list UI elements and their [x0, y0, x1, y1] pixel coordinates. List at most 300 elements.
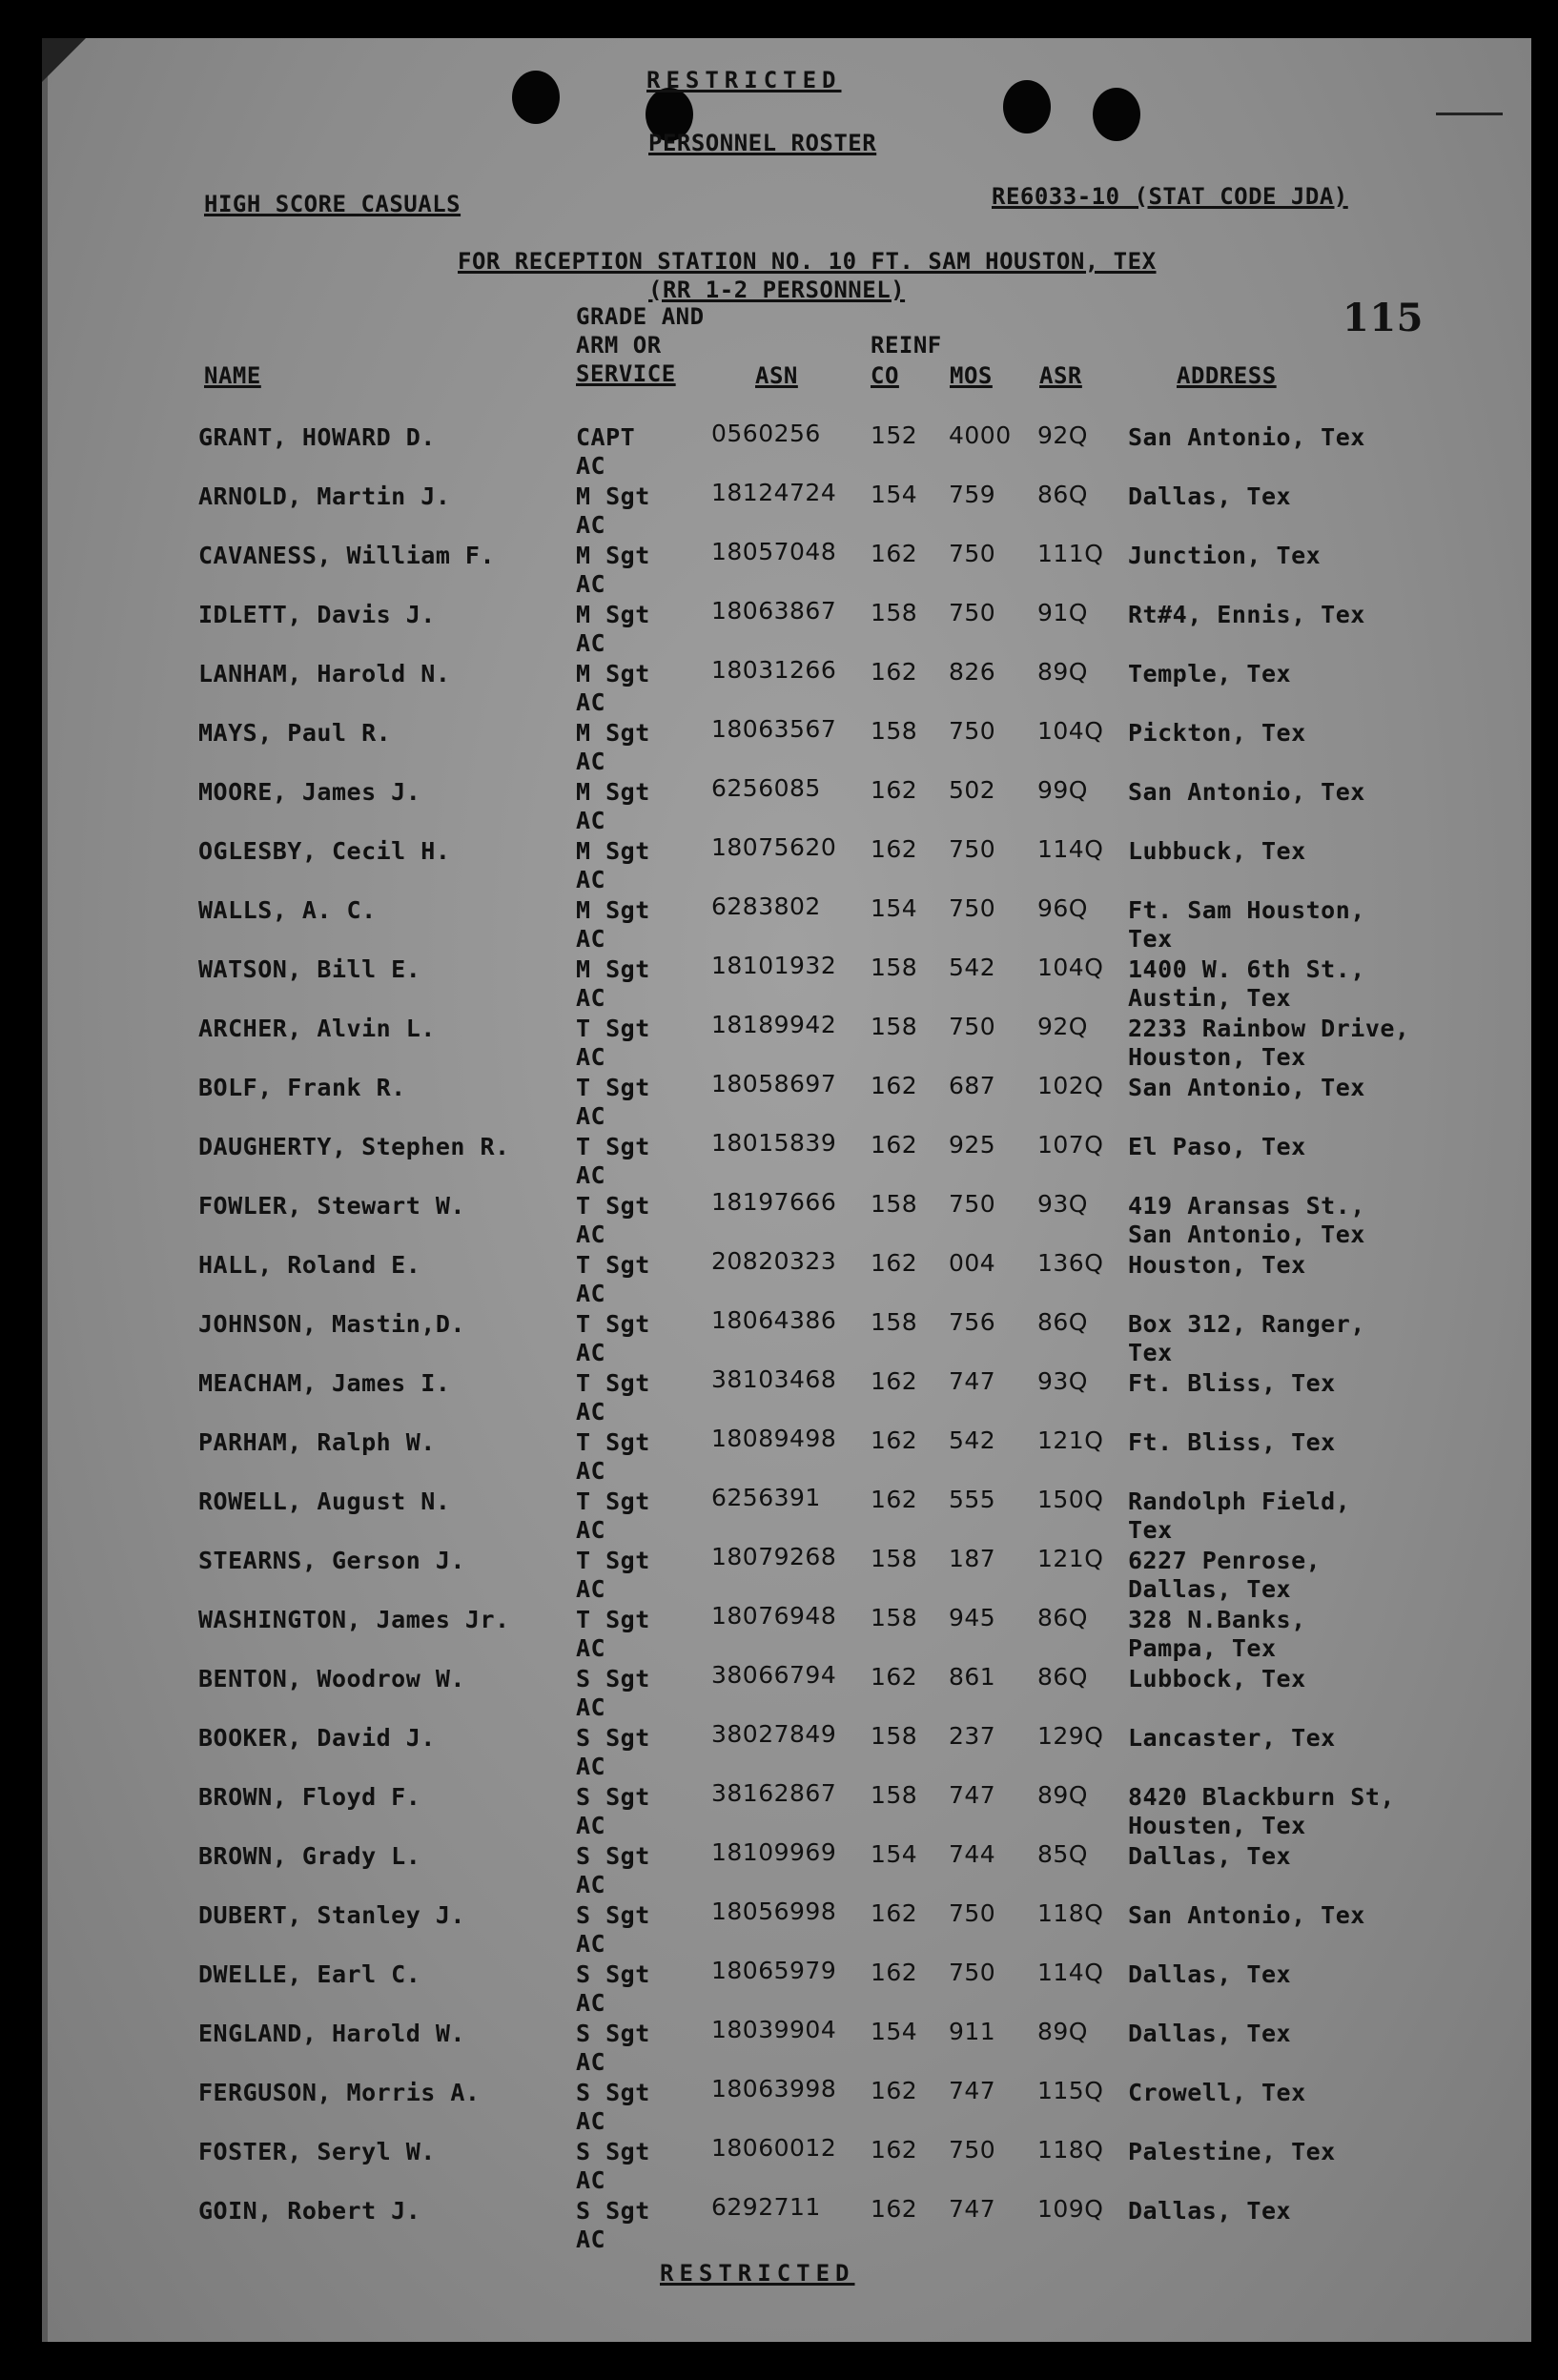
grade: M Sgt [576, 896, 650, 924]
reinf-co: 152 [871, 421, 918, 449]
asn-number: 18056998 [711, 1898, 837, 1925]
mos-code: 750 [949, 2136, 996, 2164]
asr-score: 85Q [1037, 1840, 1088, 1868]
mos-code: 759 [949, 481, 996, 508]
station-line: FOR RECEPTION STATION NO. 10 FT. SAM HOUSTON, TEX [458, 248, 1157, 275]
arm-service: AC [576, 2048, 606, 2076]
mos-code: 750 [949, 599, 996, 626]
mos-code: 750 [949, 717, 996, 745]
asn-number: 18101932 [711, 952, 837, 979]
table-row [48, 715, 1531, 778]
address-line-1: San Antonio, Tex [1128, 778, 1365, 806]
person-name: IDLETT, Davis J. [198, 601, 436, 628]
grade: S Sgt [576, 1724, 650, 1752]
col-reinf: REINF [871, 332, 942, 359]
asn-number: 18039904 [711, 2016, 837, 2043]
asr-score: 114Q [1037, 1959, 1104, 1986]
person-name: MEACHAM, James I. [198, 1369, 451, 1397]
margin-dash [1436, 113, 1503, 115]
address-line-1: Crowell, Tex [1128, 2079, 1306, 2106]
grade: S Sgt [576, 1842, 650, 1870]
asr-score: 96Q [1037, 894, 1088, 922]
reinf-co: 158 [871, 1604, 918, 1631]
table-row [48, 1070, 1531, 1133]
table-row [48, 1602, 1531, 1665]
mos-code: 826 [949, 658, 996, 686]
mos-code: 747 [949, 2077, 996, 2104]
arm-service: AC [576, 1516, 606, 1544]
asn-number: 0560256 [711, 420, 821, 447]
address-line-1: Ft. Bliss, Tex [1128, 1369, 1336, 1397]
table-row [48, 833, 1531, 896]
person-name: BOLF, Frank R. [198, 1074, 406, 1101]
asr-score: 86Q [1037, 1663, 1088, 1691]
mos-code: 925 [949, 1131, 996, 1159]
arm-service: AC [576, 984, 606, 1012]
address-line-1: Houston, Tex [1128, 1251, 1306, 1279]
address-line-1: Pickton, Tex [1128, 719, 1306, 747]
asn-number: 18076948 [711, 1602, 837, 1630]
address-line-2: Tex [1128, 1339, 1173, 1366]
asr-score: 91Q [1037, 599, 1088, 626]
mos-code: 004 [949, 1249, 996, 1277]
address-line-2: Dallas, Tex [1128, 1575, 1292, 1603]
arm-service: AC [576, 1871, 606, 1898]
asn-number: 18075620 [711, 833, 837, 861]
reinf-co: 162 [871, 1249, 918, 1277]
reinf-co: 162 [871, 2195, 918, 2223]
grade: T Sgt [576, 1074, 650, 1101]
grade: S Sgt [576, 2079, 650, 2106]
grade: T Sgt [576, 1192, 650, 1220]
asr-score: 136Q [1037, 1249, 1104, 1277]
person-name: WASHINGTON, James Jr. [198, 1606, 510, 1633]
grade: M Sgt [576, 601, 650, 628]
mos-code: 4000 [949, 421, 1012, 449]
grade: T Sgt [576, 1369, 650, 1397]
arm-service: AC [576, 1161, 606, 1189]
grade: T Sgt [576, 1251, 650, 1279]
mos-code: 744 [949, 1840, 996, 1868]
asn-number: 18057048 [711, 538, 837, 565]
grade: M Sgt [576, 778, 650, 806]
mos-code: 542 [949, 1426, 996, 1454]
arm-service: AC [576, 1457, 606, 1485]
address-line-1: Dallas, Tex [1128, 2020, 1292, 2047]
reinf-co: 162 [871, 776, 918, 804]
person-name: ARNOLD, Martin J. [198, 482, 451, 510]
asr-score: 121Q [1037, 1545, 1104, 1572]
address-line-2: Pampa, Tex [1128, 1634, 1277, 1662]
person-name: STEARNS, Gerson J. [198, 1547, 465, 1574]
arm-service: AC [576, 2226, 606, 2253]
table-row [48, 1247, 1531, 1310]
asr-score: 118Q [1037, 2136, 1104, 2164]
asn-number: 18063567 [711, 715, 837, 743]
table-row [48, 1957, 1531, 2020]
asr-score: 89Q [1037, 2018, 1088, 2045]
asr-score: 121Q [1037, 1426, 1104, 1454]
arm-service: AC [576, 452, 606, 480]
grade: T Sgt [576, 1310, 650, 1338]
arm-service: AC [576, 925, 606, 953]
address-line-1: San Antonio, Tex [1128, 1074, 1365, 1101]
reinf-co: 162 [871, 1486, 918, 1513]
col-grade-3: SERVICE [576, 360, 676, 387]
arm-service: AC [576, 1339, 606, 1366]
address-line-1: Dallas, Tex [1128, 1842, 1292, 1870]
asn-number: 18079268 [711, 1543, 837, 1570]
asr-score: 118Q [1037, 1899, 1104, 1927]
table-row [48, 1129, 1531, 1192]
table-row [48, 2193, 1531, 2256]
address-line-1: Box 312, Ranger, [1128, 1310, 1365, 1338]
asn-number: 18015839 [711, 1129, 837, 1157]
address-line-1: Lubbuck, Tex [1128, 837, 1306, 865]
col-co: CO [871, 362, 899, 389]
person-name: BROWN, Floyd F. [198, 1783, 421, 1811]
asn-number: 20820323 [711, 1247, 837, 1275]
grade: M Sgt [576, 719, 650, 747]
arm-service: AC [576, 1930, 606, 1958]
asr-score: 115Q [1037, 2077, 1104, 2104]
address-line-1: Temple, Tex [1128, 660, 1292, 687]
reinf-co: 162 [871, 1663, 918, 1691]
table-row [48, 656, 1531, 719]
address-line-1: Rt#4, Ennis, Tex [1128, 601, 1365, 628]
table-row [48, 1838, 1531, 1901]
address-line-1: Junction, Tex [1128, 542, 1322, 569]
address-line-1: Ft. Sam Houston, [1128, 896, 1365, 924]
reinf-co: 162 [871, 1426, 918, 1454]
reinf-co: 158 [871, 1722, 918, 1750]
left-label: HIGH SCORE CASUALS [204, 191, 461, 217]
table-row [48, 479, 1531, 542]
mos-code: 861 [949, 1663, 996, 1691]
reinf-co: 162 [871, 1131, 918, 1159]
asn-number: 18063998 [711, 2075, 837, 2103]
address-line-1: El Paso, Tex [1128, 1133, 1306, 1160]
asr-score: 129Q [1037, 1722, 1104, 1750]
punch-hole [512, 71, 560, 124]
person-name: WATSON, Bill E. [198, 955, 421, 983]
arm-service: AC [576, 1221, 606, 1248]
grade: S Sgt [576, 1665, 650, 1693]
mos-code: 750 [949, 1013, 996, 1040]
reinf-co: 162 [871, 540, 918, 567]
reinf-co: 162 [871, 658, 918, 686]
reinf-co: 162 [871, 1072, 918, 1099]
arm-service: AC [576, 866, 606, 893]
reinf-co: 162 [871, 1367, 918, 1395]
address-line-2: Austin, Tex [1128, 984, 1292, 1012]
restricted-top: RESTRICTED [646, 67, 842, 93]
table-row [48, 538, 1531, 601]
reinf-co: 158 [871, 954, 918, 981]
personnel-line: (RR 1-2 PERSONNEL) [648, 277, 906, 303]
address-line-2: San Antonio, Tex [1128, 1221, 1365, 1248]
arm-service: AC [576, 1043, 606, 1071]
mos-code: 750 [949, 1899, 996, 1927]
asr-score: 104Q [1037, 954, 1104, 981]
reinf-co: 158 [871, 1013, 918, 1040]
arm-service: AC [576, 1753, 606, 1780]
person-name: WALLS, A. C. [198, 896, 377, 924]
person-name: DUBERT, Stanley J. [198, 1901, 465, 1929]
arm-service: AC [576, 1989, 606, 2017]
asn-number: 6256085 [711, 774, 821, 802]
address-line-1: San Antonio, Tex [1128, 1901, 1365, 1929]
address-line-1: Dallas, Tex [1128, 482, 1292, 510]
arm-service: AC [576, 1102, 606, 1130]
asr-score: 114Q [1037, 835, 1104, 863]
person-name: FOWLER, Stewart W. [198, 1192, 465, 1220]
asr-score: 93Q [1037, 1190, 1088, 1218]
address-line-1: Dallas, Tex [1128, 1960, 1292, 1988]
col-name: NAME [204, 362, 261, 389]
address-line-2: Tex [1128, 925, 1173, 953]
arm-service: AC [576, 570, 606, 598]
asn-number: 18124724 [711, 479, 837, 506]
asn-number: 38162867 [711, 1779, 837, 1807]
asr-score: 89Q [1037, 1781, 1088, 1809]
reinf-co: 154 [871, 481, 918, 508]
person-name: ROWELL, August N. [198, 1488, 451, 1515]
table-row [48, 892, 1531, 955]
person-name: ENGLAND, Harold W. [198, 2020, 465, 2047]
reinf-co: 158 [871, 1781, 918, 1809]
mos-code: 747 [949, 2195, 996, 2223]
table-row [48, 420, 1531, 482]
asr-score: 104Q [1037, 717, 1104, 745]
person-name: DAUGHERTY, Stephen R. [198, 1133, 510, 1160]
grade: M Sgt [576, 837, 650, 865]
asn-number: 6283802 [711, 892, 821, 920]
asr-score: 93Q [1037, 1367, 1088, 1395]
reinf-co: 154 [871, 1840, 918, 1868]
person-name: MAYS, Paul R. [198, 719, 392, 747]
table-row [48, 1306, 1531, 1369]
asr-score: 107Q [1037, 1131, 1104, 1159]
grade: M Sgt [576, 660, 650, 687]
address-line-1: 328 N.Banks, [1128, 1606, 1306, 1633]
grade: S Sgt [576, 2138, 650, 2165]
reinf-co: 162 [871, 2077, 918, 2104]
grade: S Sgt [576, 2197, 650, 2225]
person-name: DWELLE, Earl C. [198, 1960, 421, 1988]
asn-number: 18058697 [711, 1070, 837, 1098]
arm-service: AC [576, 1693, 606, 1721]
address-line-2: Housten, Tex [1128, 1812, 1306, 1839]
mos-code: 502 [949, 776, 996, 804]
col-mos: MOS [950, 362, 993, 389]
address-line-1: 1400 W. 6th St., [1128, 955, 1365, 983]
col-grade-1: GRADE AND [576, 303, 705, 330]
asr-score: 109Q [1037, 2195, 1104, 2223]
mos-code: 750 [949, 1959, 996, 1986]
person-name: PARHAM, Ralph W. [198, 1428, 436, 1456]
mos-code: 750 [949, 1190, 996, 1218]
mos-code: 555 [949, 1486, 996, 1513]
reinf-co: 162 [871, 2136, 918, 2164]
grade: T Sgt [576, 1133, 650, 1160]
arm-service: AC [576, 1280, 606, 1307]
grade: M Sgt [576, 955, 650, 983]
asr-score: 150Q [1037, 1486, 1104, 1513]
asr-score: 102Q [1037, 1072, 1104, 1099]
mos-code: 945 [949, 1604, 996, 1631]
asn-number: 6256391 [711, 1484, 821, 1511]
address-line-1: Dallas, Tex [1128, 2197, 1292, 2225]
person-name: FERGUSON, Morris A. [198, 2079, 481, 2106]
table-row [48, 1779, 1531, 1842]
grade: T Sgt [576, 1488, 650, 1515]
mos-code: 756 [949, 1308, 996, 1336]
person-name: BOOKER, David J. [198, 1724, 436, 1752]
reinf-co: 158 [871, 717, 918, 745]
grade: M Sgt [576, 542, 650, 569]
address-line-2: Houston, Tex [1128, 1043, 1306, 1071]
address-line-1: Randolph Field, [1128, 1488, 1351, 1515]
person-name: GRANT, HOWARD D. [198, 423, 436, 451]
asn-number: 18031266 [711, 656, 837, 684]
asn-number: 38066794 [711, 1661, 837, 1689]
table-row [48, 1365, 1531, 1428]
page-number: 115 [1343, 296, 1424, 340]
person-name: JOHNSON, Mastin,D. [198, 1310, 465, 1338]
asn-number: 18089498 [711, 1425, 837, 1452]
arm-service: AC [576, 748, 606, 775]
reinf-co: 162 [871, 835, 918, 863]
person-name: BROWN, Grady L. [198, 1842, 421, 1870]
table-row [48, 2075, 1531, 2138]
mos-code: 687 [949, 1072, 996, 1099]
person-name: BENTON, Woodrow W. [198, 1665, 465, 1693]
mos-code: 542 [949, 954, 996, 981]
reinf-co: 158 [871, 1190, 918, 1218]
reinf-co: 162 [871, 1959, 918, 1986]
asn-number: 18060012 [711, 2134, 837, 2162]
col-grade-2: ARM OR [576, 332, 662, 359]
asr-score: 86Q [1037, 481, 1088, 508]
table-row [48, 1661, 1531, 1724]
asn-number: 18065979 [711, 1957, 837, 1984]
roster-title: PERSONNEL ROSTER [648, 130, 877, 156]
asr-score: 86Q [1037, 1308, 1088, 1336]
folded-corner [42, 38, 86, 82]
grade: T Sgt [576, 1428, 650, 1456]
restricted-bottom: RESTRICTED [660, 2260, 855, 2287]
person-name: HALL, Roland E. [198, 1251, 421, 1279]
asn-number: 18063867 [711, 597, 837, 625]
arm-service: AC [576, 1634, 606, 1662]
reinf-co: 158 [871, 1308, 918, 1336]
asn-number: 18197666 [711, 1188, 837, 1216]
person-name: MOORE, James J. [198, 778, 421, 806]
asn-number: 38027849 [711, 1720, 837, 1748]
grade: S Sgt [576, 1783, 650, 1811]
asn-number: 18064386 [711, 1306, 837, 1334]
arm-service: AC [576, 1398, 606, 1426]
reinf-co: 154 [871, 894, 918, 922]
asr-score: 92Q [1037, 1013, 1088, 1040]
table-row [48, 1898, 1531, 1960]
col-address: ADDRESS [1177, 362, 1277, 389]
mos-code: 750 [949, 540, 996, 567]
reinf-co: 162 [871, 1899, 918, 1927]
asr-score: 99Q [1037, 776, 1088, 804]
mos-code: 747 [949, 1367, 996, 1395]
address-line-1: 419 Aransas St., [1128, 1192, 1365, 1220]
table-row [48, 2016, 1531, 2079]
address-line-1: Ft. Bliss, Tex [1128, 1428, 1336, 1456]
arm-service: AC [576, 2166, 606, 2194]
table-row [48, 1011, 1531, 1074]
arm-service: AC [576, 688, 606, 716]
table-row [48, 1543, 1531, 1606]
address-line-1: 8420 Blackburn St, [1128, 1783, 1395, 1811]
asr-score: 89Q [1037, 658, 1088, 686]
mos-code: 750 [949, 894, 996, 922]
grade: T Sgt [576, 1606, 650, 1633]
arm-service: AC [576, 629, 606, 657]
table-row [48, 1188, 1531, 1251]
grade: S Sgt [576, 1960, 650, 1988]
asr-score: 86Q [1037, 1604, 1088, 1631]
right-label: RE6033-10 (STAT CODE JDA) [992, 183, 1348, 210]
asn-number: 18189942 [711, 1011, 837, 1038]
table-row [48, 597, 1531, 660]
reinf-co: 158 [871, 1545, 918, 1572]
address-line-1: 2233 Rainbow Drive, [1128, 1015, 1410, 1042]
punch-hole [1003, 80, 1051, 133]
person-name: CAVANESS, William F. [198, 542, 496, 569]
address-line-1: Lancaster, Tex [1128, 1724, 1336, 1752]
grade: S Sgt [576, 1901, 650, 1929]
roster-page [42, 38, 1531, 2342]
grade: T Sgt [576, 1015, 650, 1042]
person-name: LANHAM, Harold N. [198, 660, 451, 687]
arm-service: AC [576, 1575, 606, 1603]
mos-code: 911 [949, 2018, 996, 2045]
col-asn: ASN [755, 362, 798, 389]
asn-number: 38103468 [711, 1365, 837, 1393]
arm-service: AC [576, 807, 606, 834]
mos-code: 187 [949, 1545, 996, 1572]
arm-service: AC [576, 1812, 606, 1839]
asn-number: 6292711 [711, 2193, 821, 2221]
person-name: GOIN, Robert J. [198, 2197, 421, 2225]
grade: T Sgt [576, 1547, 650, 1574]
punch-hole [1093, 88, 1140, 141]
person-name: FOSTER, Seryl W. [198, 2138, 436, 2165]
arm-service: AC [576, 2107, 606, 2135]
table-row [48, 1720, 1531, 1783]
table-row [48, 2134, 1531, 2197]
grade: M Sgt [576, 482, 650, 510]
address-line-1: San Antonio, Tex [1128, 423, 1365, 451]
person-name: ARCHER, Alvin L. [198, 1015, 436, 1042]
arm-service: AC [576, 511, 606, 539]
table-row [48, 1425, 1531, 1488]
table-row [48, 1484, 1531, 1547]
address-line-1: Palestine, Tex [1128, 2138, 1336, 2165]
address-line-1: 6227 Penrose, [1128, 1547, 1322, 1574]
grade: CAPT [576, 423, 636, 451]
grade: S Sgt [576, 2020, 650, 2047]
col-asr: ASR [1039, 362, 1082, 389]
reinf-co: 158 [871, 599, 918, 626]
